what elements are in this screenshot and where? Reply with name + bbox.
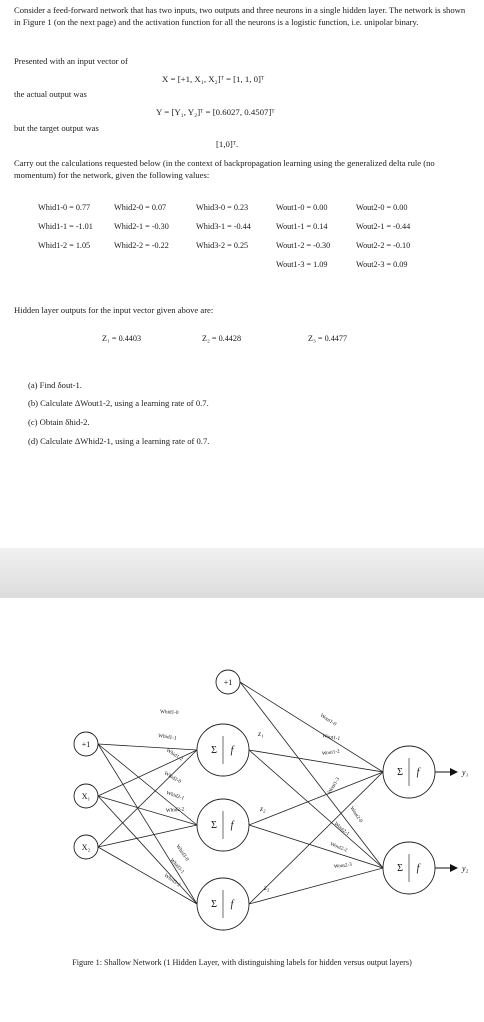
question-c: (c) Obtain δhid-2. xyxy=(28,417,90,427)
hidden-bias-label: +1 xyxy=(223,678,233,687)
weight-value: Wout1-3 = 1.09 xyxy=(276,260,328,269)
weight-label: Whid1-0 xyxy=(159,709,179,716)
weight-value: Wout2-2 = -0.10 xyxy=(356,241,411,250)
activation-symbol: f xyxy=(230,745,234,756)
weight-value: Whid1-0 = 0.77 xyxy=(38,203,91,212)
input-label-x2: X₂ xyxy=(81,843,91,852)
input-vector-equation: X = [+1, X₁, X₂]ᵀ = [1, 1, 0]ᵀ xyxy=(162,74,265,84)
sum-symbol: Σ xyxy=(211,745,217,756)
weight-label: Whid3-1 xyxy=(168,857,186,876)
weight-label: Whid3-0 xyxy=(174,843,190,863)
output-label-y1: y₁ xyxy=(462,768,469,777)
weight-value: Whid3-2 = 0.25 xyxy=(196,241,249,250)
weight-label: Whid2-2 xyxy=(165,806,185,814)
weight-label: Whid2-0 xyxy=(163,770,182,785)
weight-value: Whid1-1 = -1.01 xyxy=(38,222,93,231)
output-label-y2: y₂ xyxy=(462,864,469,873)
weight-label: Whid3-2 xyxy=(162,872,182,889)
hidden-outputs-label: Hidden layer outputs for the input vector given above are: xyxy=(14,305,214,315)
connection-lines xyxy=(98,682,383,904)
activation-symbol: f xyxy=(230,820,234,831)
weight-label: Wout2-0 xyxy=(348,805,364,824)
sum-symbol: Σ xyxy=(211,899,217,910)
weight-label: Wout1-1 xyxy=(321,733,341,743)
sum-symbol: Σ xyxy=(397,863,403,874)
weight-value: Whid3-0 = 0.23 xyxy=(196,203,249,212)
weight-value: Whid3-1 = -0.44 xyxy=(196,222,251,231)
target-equation: [1,0]ᵀ. xyxy=(216,139,239,149)
question-d: (d) Calculate ΔWhid2-1, using a learning rate of 0.7. xyxy=(28,436,210,446)
actual-output-label: the actual output was xyxy=(14,89,87,99)
page-break-divider xyxy=(0,548,484,598)
weight-label: Wout1-3 xyxy=(326,776,342,796)
weight-label: Wout1-2 xyxy=(321,748,341,757)
weight-value: Whid1-2 = 1.05 xyxy=(38,241,91,250)
weight-label: Wout2-3 xyxy=(333,861,353,870)
sum-symbol: Σ xyxy=(397,767,403,778)
figure-caption: Figure 1: Shallow Network (1 Hidden Layer, with distinguishing labels for hidden versus output layers) xyxy=(72,958,412,967)
weight-value: Wout2-3 = 0.09 xyxy=(356,260,408,269)
weight-value: Wout1-1 = 0.14 xyxy=(276,222,328,231)
weight-value: Whid2-2 = -0.22 xyxy=(114,241,169,250)
question-a: (a) Find δout-1. xyxy=(28,380,82,390)
activation-symbol: f xyxy=(416,767,420,778)
hidden-output-z2: Z₂ = 0.4428 xyxy=(202,334,242,343)
presented-label: Presented with an input vector of xyxy=(14,56,128,66)
question-b: (b) Calculate ΔWout1-2, using a learning rate of 0.7. xyxy=(28,398,209,408)
hidden-output-label-z2: z₂ xyxy=(260,804,266,813)
weight-label: Wout2-1 xyxy=(332,820,351,838)
hidden-output-label-z3: z₃ xyxy=(264,883,270,892)
input-label-bias: +1 xyxy=(81,740,91,749)
weight-value: Wout2-0 = 0.00 xyxy=(356,203,408,212)
target-label: but the target output was xyxy=(14,123,99,133)
output-equation: Y = [Y₁, Y₂]ᵀ = [0.6027, 0.4507]ᵀ xyxy=(156,107,275,117)
weight-value: Wout1-0 = 0.00 xyxy=(276,203,328,212)
hidden-output-label-z1: z₁ xyxy=(258,729,264,738)
weight-value: Wout1-2 = -0.30 xyxy=(276,241,331,250)
input-label-x1: X₁ xyxy=(81,792,91,801)
activation-symbol: f xyxy=(230,899,234,910)
weight-value: Wout2-1 = -0.44 xyxy=(356,222,411,231)
intro-paragraph: Consider a feed-forward network that has two inputs, two outputs and three neurons in a single hidden layer. The network is shown in Figure 1 (on the next page) and the activation function for all the neurons is a logistic function, i.e. unipolar binary. xyxy=(14,5,466,27)
weight-label: Whid1-1 xyxy=(157,733,177,742)
weight-label: Whid2-1 xyxy=(165,790,185,802)
weight-value: Whid2-1 = -0.30 xyxy=(114,222,169,231)
weight-label: Wout2-2 xyxy=(329,841,349,854)
weight-label: Whid1-2 xyxy=(164,747,184,763)
instructions-paragraph: Carry out the calculations requested below (in the context of backpropagation learning using the generalized delta rule (no momentum) for the network, given the following values: xyxy=(14,158,435,180)
weight-label: Wout1-0 xyxy=(318,712,338,728)
activation-symbol: f xyxy=(416,863,420,874)
hidden-output-z3: Z₃ = 0.4477 xyxy=(308,334,348,343)
sum-symbol: Σ xyxy=(211,820,217,831)
hidden-output-z1: Z₁ = 0.4403 xyxy=(102,334,142,343)
weight-value: Whid2-0 = 0.07 xyxy=(114,203,167,212)
